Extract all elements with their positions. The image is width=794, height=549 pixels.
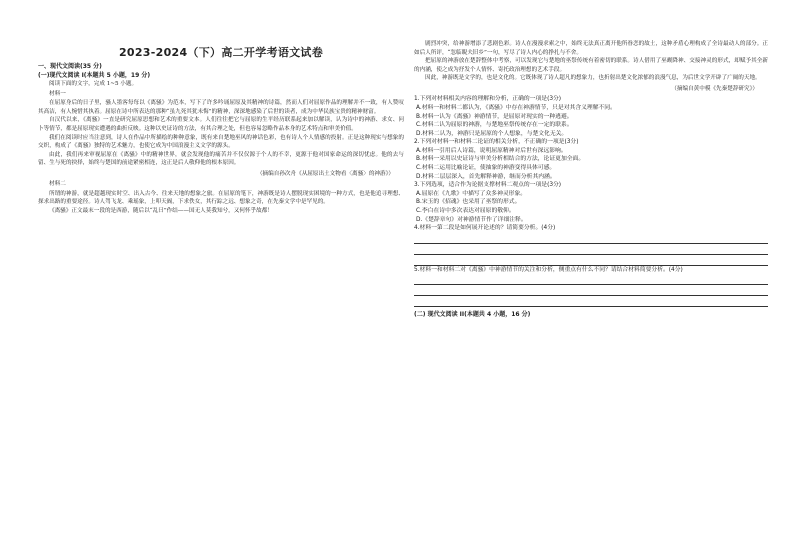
material1-body	[38, 99, 404, 167]
instructions: 阅读下面的文字，完成 1~5 小题。	[49, 81, 138, 88]
answer-line[interactable]	[414, 296, 768, 307]
question-stem: 2.下列对材料一和材料二论证的相关分析，不正确的一项是(3分)	[414, 139, 579, 146]
paragraph: 所谓的神游，就是超越现实时空、出入古今、往来天地的想象之旅。在屈原的笔下，神游既是诗人摆脱现实困境的一种方式，也是他追寻理想、探求出路的重要途径。诗人驾飞龙、乘瑶象，上叩天阍，下求佚女，其行踪之远、想象之奇，在先秦文学中是罕见的。	[38, 190, 404, 206]
paragraph: 由此，我们再来审视屈原在《离骚》中的精神世界，就会发现他的痛苦并不仅仅源于个人的不幸，更源于他对国家命运的深切忧虑。他的去与留、生与死的抉择，始终与楚国的前途紧密相连，这正是后人敬仰他的根本原因。	[38, 151, 404, 167]
question-option: C.材料二认为屈原的神游，与楚地巫祭传统存在一定的联系。	[416, 122, 573, 129]
subsection2-heading: (二) 现代文阅读 II(本题共 4 小题，16 分)	[414, 311, 531, 319]
paragraph: 在屈原身后的日子里，骚人墨客每每以《离骚》为范本，写下了许多吟诵屈原及其精神的诗篇，然而人们对屈原作品的理解并不一致，有人赞叹其高洁，有人惋惜其执着。屈原在诗中所表达的那种“虽九死其犹未悔”的精神，深深地感染了后世的读者，成为中华民族宝贵的精神财富。	[38, 100, 404, 115]
material2-label: 材料二	[49, 181, 66, 188]
section1-heading: 一、现代文阅读(35 分)	[38, 63, 102, 70]
question-option: B.材料一采用以史证诗与审美分析相结合的方法，论证更加全面。	[416, 156, 585, 163]
paragraph: 自汉代以来，《离骚》一直是研究屈原思想和艺术的重要文本。人们往往把它与屈原的生平经历联系起来加以解读，认为诗中的神游、求女、问卜等情节，都是屈原现实遭遇的曲折反映。这种以史证诗的方法，有其合理之处，但也容易忽略作品本身的艺术特点和审美价值。	[38, 117, 404, 132]
question-option: D.材料二层层深入，首先解释神游，继而分析其内涵。	[416, 173, 556, 180]
material2-source: （摘编自黄中模《先秦楚辞研究》）	[671, 85, 758, 92]
question-option: C.李白在诗中多次表达对屈原的敬仰。	[416, 208, 515, 215]
paragraph: 剧烈冲突，给神游增添了悲剧色彩。诗人在漫漫求索之中，始终无法真正离开他所眷恋的故土，这种矛盾心理构成了全诗最动人的部分。正如后人所评，“忽临睨夫旧乡”一句，写尽了诗人内心的挣扎与不舍。	[414, 41, 768, 56]
answer-line[interactable]	[414, 285, 768, 296]
question-option: A.材料一引用后人诗篇，说明屈原精神对后世有深远影响。	[416, 147, 567, 154]
subsection1-heading: (一)现代文阅读 I(本题共 5 小题，19 分)	[38, 71, 151, 79]
exam-title: 2023-2024（下）高二开学考语文试卷	[118, 46, 324, 59]
question-stem: 4.材料一第二段是如何展开论述的？请简要分析。(4分)	[414, 225, 556, 232]
question-option: D.《楚辞章句》对神游情节作了详细注释。	[416, 216, 527, 223]
paragraph: 我们在阅读时应当注意到，诗人在作品中所描绘的种种意象，既有来自楚地巫风的神话色彩，也有诗人个人情感的投射。正是这种现实与想象的交织，构成了《离骚》独特的艺术魅力，也使它成为中国浪漫主义文学的源头。	[38, 134, 404, 150]
paragraph: 把屈原的神游放在楚辞整体中考察，可以发现它与楚地的巫祭传统有着密切的联系。诗人借用了巫觋降神、交接神灵的形式，却赋予其全新的内涵，使之成为抒发个人情怀、寄托政治理想的艺术手段。	[414, 58, 768, 73]
right-column	[414, 40, 768, 320]
material2-body	[38, 190, 404, 216]
material1-label: 材料一	[49, 90, 66, 97]
question-option: B.宋玉的《招魂》也采用了巫祭的形式。	[416, 199, 521, 206]
question-option: C.材料二运用比喻论证，使抽象的神游变得具体可感。	[416, 165, 556, 172]
paragraph: 因此，神游既是文学的，也是文化的。它既体现了诗人超凡的想象力，也折射出楚文化浓郁的浪漫气息，为后世文学开辟了广阔的天地。	[425, 75, 761, 82]
question-stem: 3.下列选项，适合作为论据支撑材料二观点的一项是(3分)	[414, 182, 562, 189]
question-stem: 1.下列对材料相关内容的理解和分析，正确的一项是(3分)	[414, 96, 562, 103]
left-column	[38, 44, 404, 216]
answer-line[interactable]	[414, 274, 768, 285]
question-stem: 5.材料一和材料二对《离骚》中神游情节的关注和分析，侧重点有什么不同？请结合材料简要分析。(4分)	[414, 266, 683, 273]
paragraph: 《离骚》正文最末一段的是西游，随后以“乱曰”作结——国无人莫我知兮，又何怀乎故都！	[49, 207, 273, 214]
question-option: A.屈原在《九歌》中描写了众多神灵形象。	[416, 190, 527, 197]
question-option: A.材料一和材料二都认为，《离骚》中存在神游情节，只是对其含义理解不同。	[416, 104, 616, 111]
question-option: D.材料二认为，神游只是屈原的个人想象，与楚文化无关。	[416, 130, 568, 137]
answer-line[interactable]	[414, 244, 768, 255]
material2-continued	[414, 40, 768, 83]
question-option: B.材料一认为《离骚》神游情节，是屈原对现实的一种逃避。	[416, 113, 573, 120]
material1-source: （摘编自孙次舟《从屈原出土文物看〈离骚〉的神游》）	[256, 170, 394, 177]
answer-line[interactable]	[414, 255, 768, 266]
answer-line[interactable]	[414, 233, 768, 244]
question-list	[414, 95, 768, 307]
